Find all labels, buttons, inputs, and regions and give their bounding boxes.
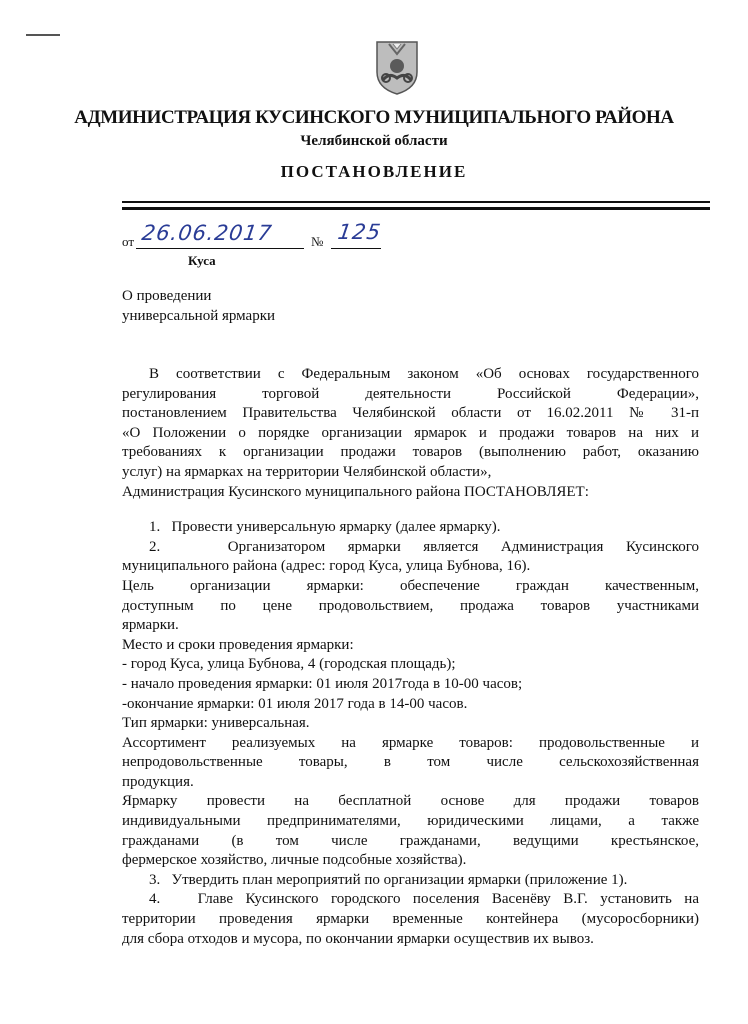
coat-of-arms-emblem: [373, 38, 421, 96]
paragraph-gap: [122, 502, 699, 518]
body-line: Цель организации ярмарки: обеспечение граждан качественным,: [122, 577, 699, 594]
body-line: Ярмарку провести на бесплатной основе для продажи товаров: [122, 793, 699, 810]
organization-title: АДМИНИСТРАЦИЯ КУСИНСКОГО МУНИЦИПАЛЬНОГО РАЙОНА: [74, 107, 674, 128]
handwritten-date: 26.06.2017: [140, 221, 274, 245]
body-line: территории проведения ярмарки временные контейнера (мусоросборники): [122, 911, 699, 928]
region-subtitle: Челябинской области: [300, 133, 448, 149]
list-item: 4. Главе Кусинского городского поселения Васенёву В.Г. установить на: [149, 891, 699, 908]
header-rule-thin: [122, 201, 710, 203]
margin-mark: [26, 34, 60, 36]
handwritten-number: 125: [336, 220, 383, 244]
body-line: - начало проведения ярмарки: 01 июля 2017года в 10-00 часов;: [122, 675, 523, 692]
from-label: от: [122, 234, 135, 249]
body-line: В соответствии с Федеральным законом «Об основах государственного: [149, 366, 699, 382]
list-item: 1. Провести универсальную ярмарку (далее ярмарку).: [149, 519, 501, 536]
body-line: регулирования торговой деятельности Российской Федерации»,: [122, 385, 699, 402]
body-line: индивидуальными предпринимателями, юридическими лицами, а также: [122, 813, 699, 830]
body-line: ярмарки.: [122, 617, 179, 634]
document-type-title: ПОСТАНОВЛЕНИЕ: [280, 162, 468, 181]
body-line: муниципального района (адрес: город Куса, улица Бубнова, 16).: [122, 558, 531, 575]
body-line: продукция.: [122, 773, 194, 790]
document-body: [122, 365, 699, 949]
body-line: Администрация Кусинского муниципального района ПОСТАНОВЛЯЕТ:: [122, 483, 589, 500]
list-item: 2. Организатором ярмарки является Администрация Кусинского: [149, 538, 699, 555]
body-line: Ассортимент реализуемых на ярмарке товаров: продовольственные и: [122, 734, 699, 751]
body-line: требованиях к организации продажи товаров (выполнению работ, оказанию: [122, 444, 699, 461]
body-line: для сбора отходов и мусора, по окончании ярмарки осуществив их вывоз.: [122, 930, 594, 947]
body-line: Тип ярмарки: универсальная.: [122, 715, 310, 732]
subject-block: [122, 286, 275, 326]
header-rule-thick: [122, 207, 710, 210]
number-label: №: [311, 234, 324, 249]
subject-line: О проведении: [122, 288, 212, 304]
body-line: фермерское хозяйство, личные подсобные хозяйства).: [122, 852, 467, 869]
body-line: - город Куса, улица Бубнова, 4 (городская площадь);: [122, 656, 456, 673]
city-label: Куса: [188, 253, 216, 268]
body-line: «О Положении о порядке организации ярмарок и продажи товаров на них и: [122, 424, 699, 441]
body-line: непродовольственные товары, в том числе сельскохозяйственная: [122, 754, 699, 771]
subject-line: универсальной ярмарки: [122, 308, 276, 324]
body-line: гражданами (в том числе гражданами, ведущими крестьянское,: [122, 832, 699, 849]
body-line: доступным по цене продовольствием, продажа товаров участниками: [122, 597, 699, 614]
body-line: -окончание ярмарки: 01 июля 2017 года в 14-00 часов.: [122, 695, 468, 712]
body-line: Место и сроки проведения ярмарки:: [122, 636, 354, 653]
body-line: услуг) на ярмарках на территории Челябинской области»,: [122, 463, 492, 480]
body-line: постановлением Правительства Челябинской области от 16.02.2011 № 31-п: [122, 405, 699, 422]
list-item: 3. Утвердить план мероприятий по организации ярмарки (приложение 1).: [149, 871, 628, 888]
